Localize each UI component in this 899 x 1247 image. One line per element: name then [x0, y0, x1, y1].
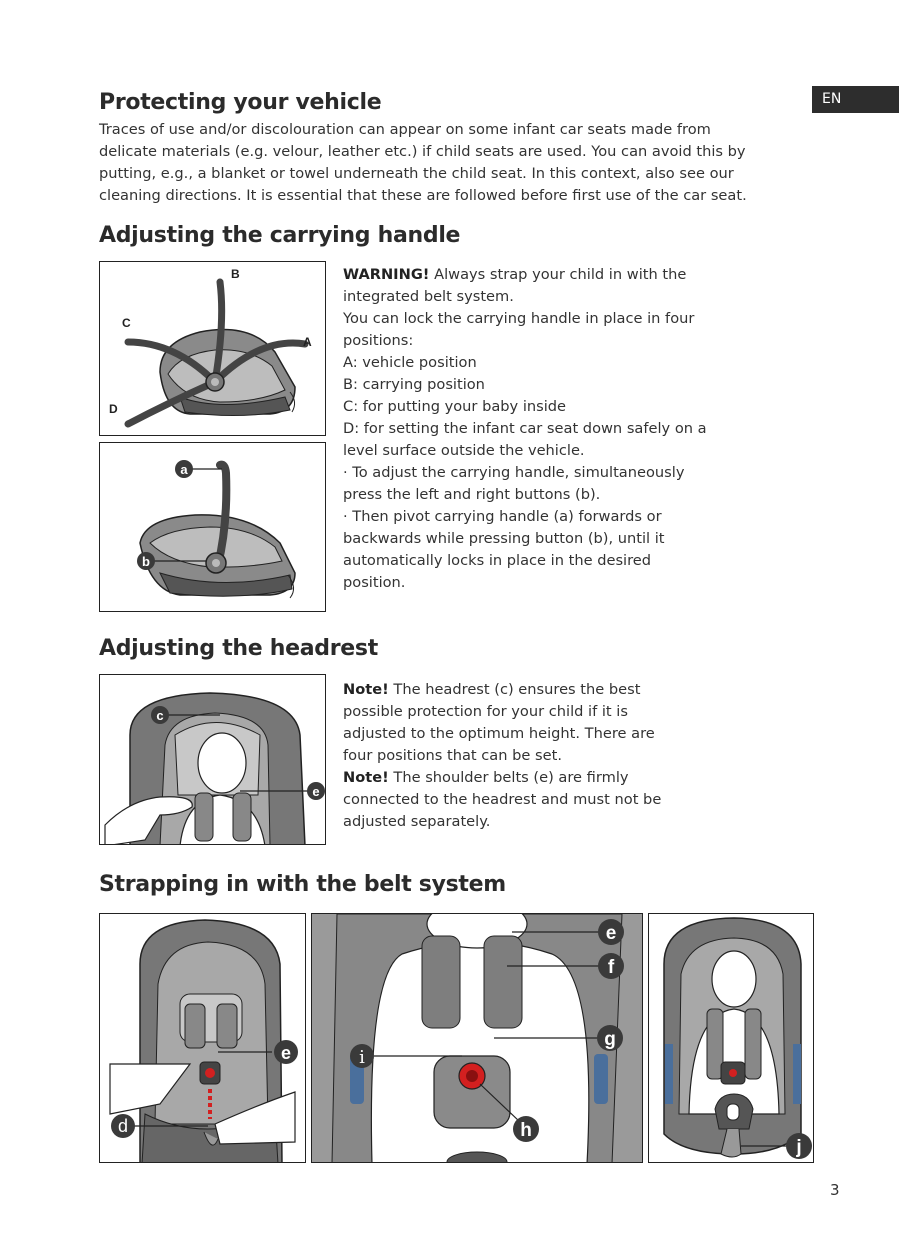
label-D: D — [109, 402, 118, 416]
figure-headrest — [99, 674, 326, 845]
figure-belt-parts — [311, 913, 643, 1163]
label-f: f — [607, 957, 615, 978]
figure-handle-buttons — [99, 442, 326, 612]
language-tab: EN — [812, 86, 899, 113]
label-h: h — [520, 1120, 532, 1141]
label-a: a — [180, 462, 188, 477]
warning-label: WARNING! — [343, 266, 430, 283]
heading-protecting-vehicle: Protecting your vehicle — [99, 90, 382, 115]
label-b: b — [142, 554, 150, 569]
protecting-paragraph: Traces of use and/or discolouration can appear on some infant car seats made from delicate materials (e.g. velour, leather etc.) if child seats are used. You can avoid this by putting, e.g., a blanket or towel underneath the child seat. In this context, also see our cleaning directions. It is essential that these are followed before first use of the car seat. — [99, 121, 747, 204]
figure-belt-buckle — [99, 913, 306, 1163]
label-C: C — [122, 316, 131, 330]
label-j: j — [796, 1137, 802, 1158]
label-A: A — [303, 335, 312, 349]
label-g: g — [604, 1029, 616, 1050]
label-e-belt: e — [280, 1043, 292, 1063]
label-e-part: e — [605, 923, 617, 944]
label-d: d — [117, 1116, 129, 1136]
figure-belt-strap — [648, 913, 814, 1163]
heading-headrest: Adjusting the headrest — [99, 636, 378, 661]
note-label-1: Note! — [343, 681, 389, 698]
carrying-handle-text: WARNING! Always strap your child in with the integrated belt system. You can lock the carrying handle in place in four positions: A: vehicle position B: carrying position C: for putting your baby inside D: for setting the infant car seat down safely on a level surface outside the vehicle. · To adjust the carrying handle, simultaneously press the left and right buttons (b). · Then pivot carrying handle (a) forwards or backwards while pressing button (b), until it automatically locks in place in the desired position. — [343, 266, 707, 591]
label-c: c — [156, 708, 164, 723]
headrest-text: Note! The headrest (c) ensures the best possible protection for your child if it is adjusted to the optimum height. There are four positions that can be set. Note! The shoulder belts (e) are firmly connected to the headrest and must not be adjusted separately. — [343, 681, 662, 830]
label-i: i — [359, 1047, 365, 1068]
label-e: e — [312, 784, 320, 799]
heading-carrying-handle: Adjusting the carrying handle — [99, 223, 461, 248]
note-label-2: Note! — [343, 769, 389, 786]
figure-handle-positions — [99, 261, 326, 436]
page-number: 3 — [830, 1181, 840, 1199]
label-B: B — [231, 267, 240, 281]
heading-belt-system: Strapping in with the belt system — [99, 872, 506, 897]
